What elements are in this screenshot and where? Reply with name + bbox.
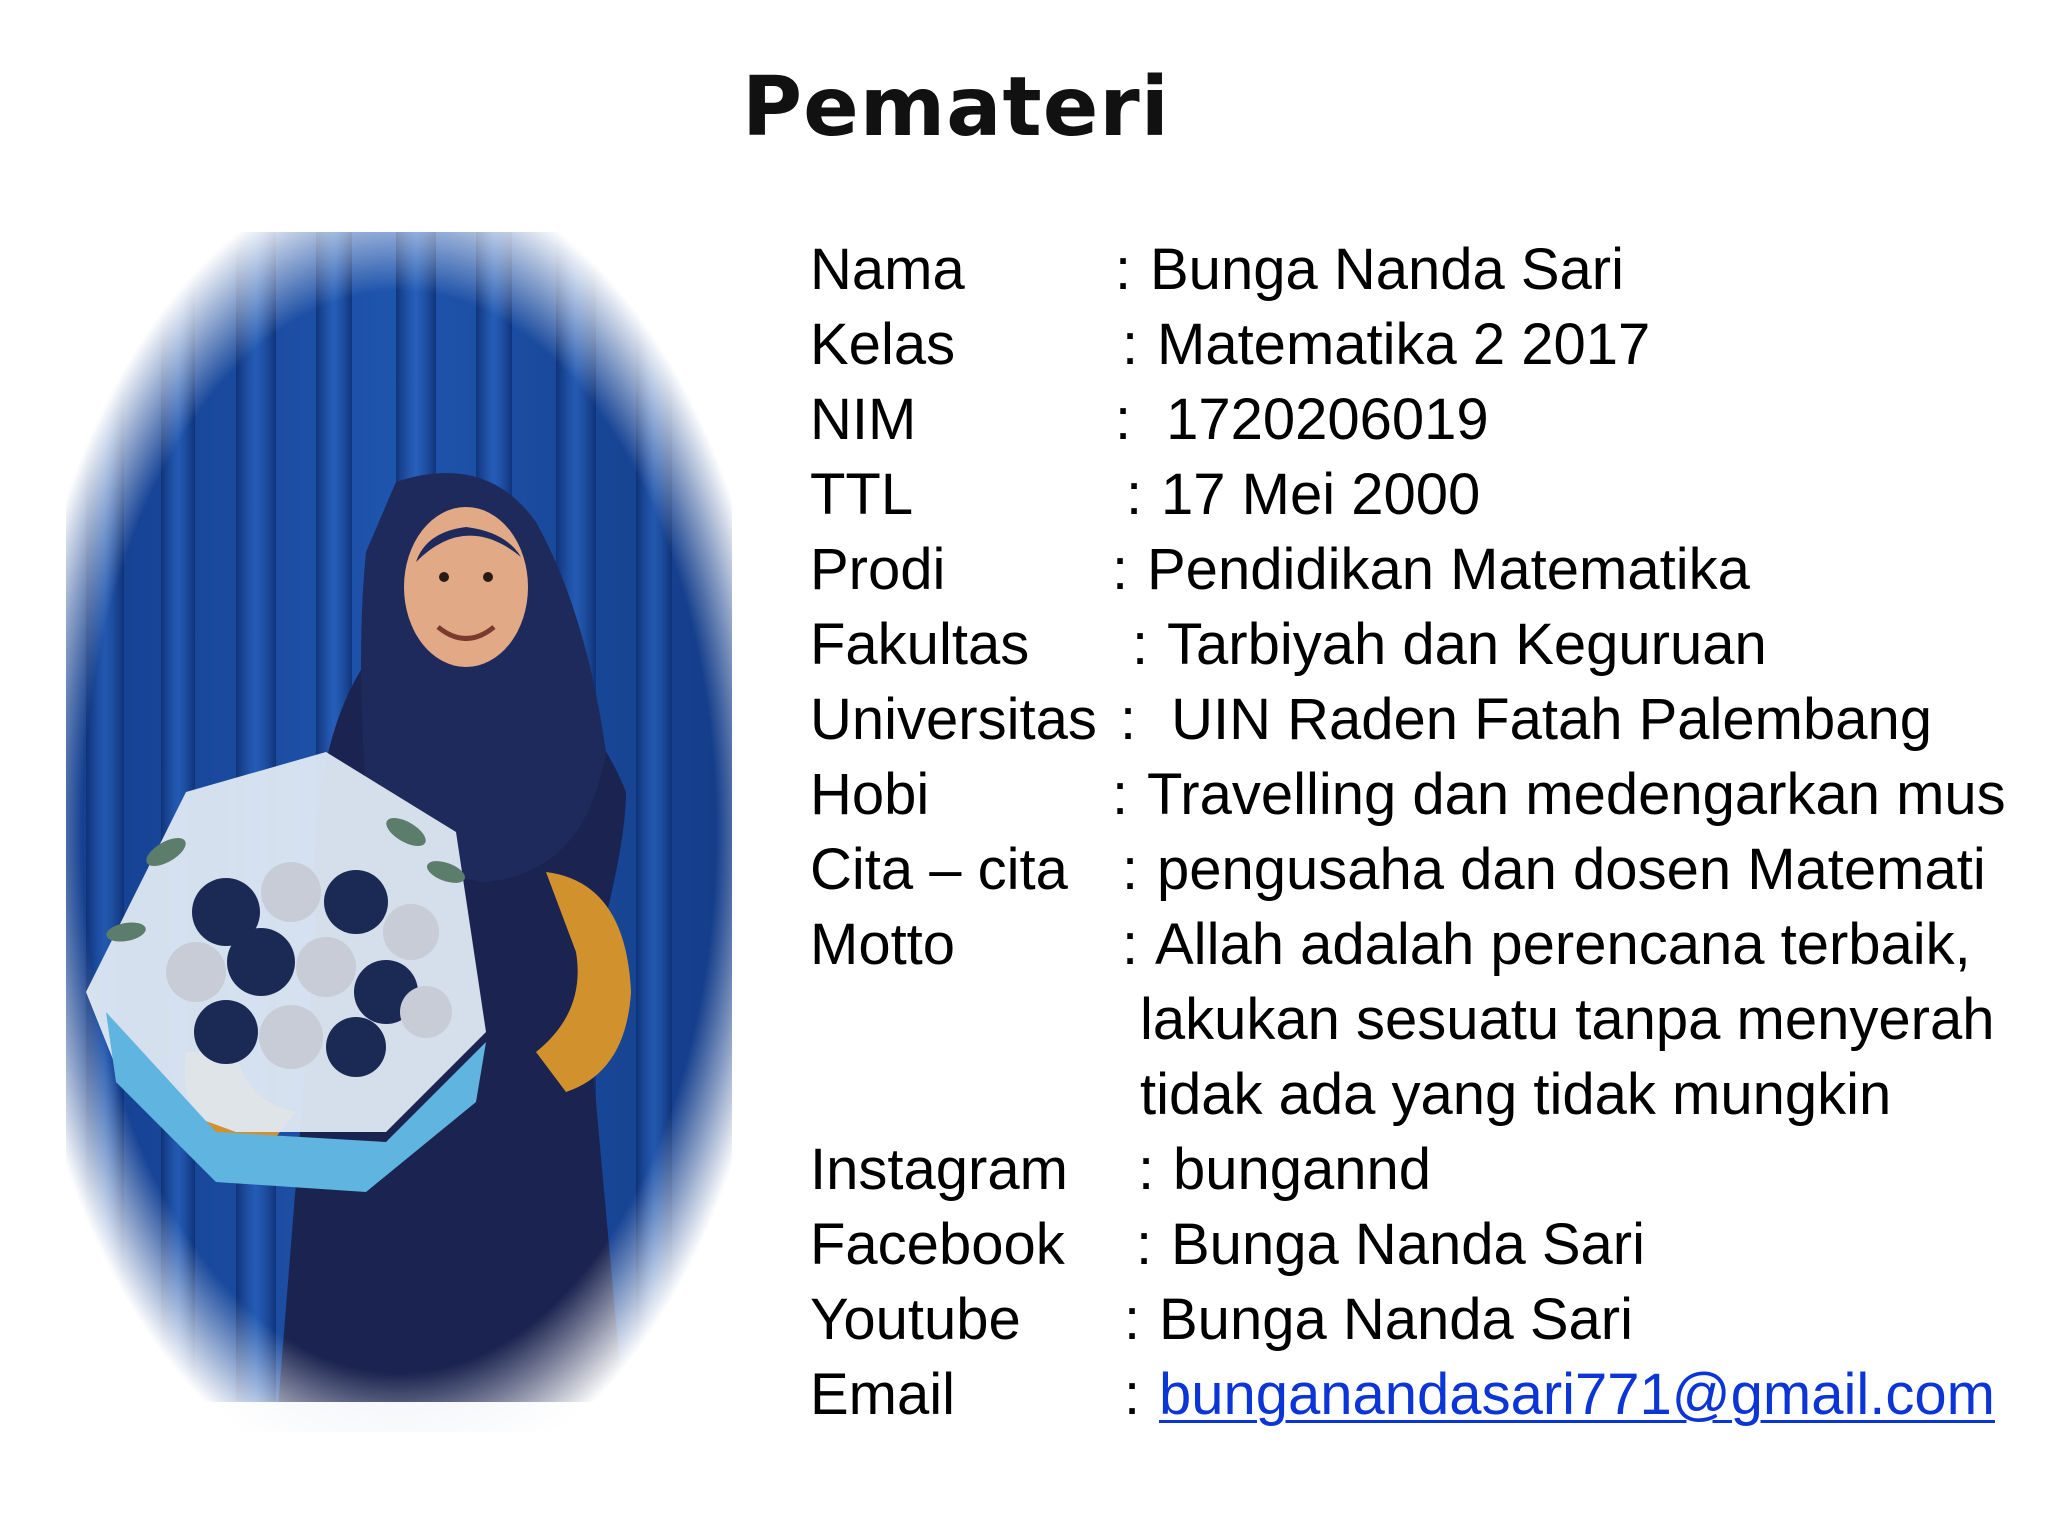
row-label: Hobi: [810, 762, 930, 827]
profile-row-youtube: [810, 1282, 2048, 1357]
row-value: UIN Raden Fatah Palembang: [1155, 687, 1932, 752]
slide-title: Pemateri: [742, 60, 1170, 155]
profile-row-nim: [810, 382, 2048, 457]
row-value: Bunga Nanda Sari: [1171, 1212, 1645, 1277]
profile-row-cita-cita: [810, 832, 2048, 907]
row-separator: :: [1136, 1212, 1153, 1277]
row-value: 17 Mei 2000: [1161, 462, 1481, 527]
profile-row-motto-line-3: [810, 1057, 2048, 1132]
row-separator: :: [1115, 237, 1132, 302]
profile-row-fakultas: [810, 607, 2048, 682]
row-label: Instagram: [810, 1137, 1068, 1202]
row-value: Travelling dan medengarkan mus: [1147, 762, 2006, 827]
row-label: TTL: [810, 462, 914, 527]
row-label: Motto: [810, 912, 956, 977]
row-label: Cita – cita: [810, 837, 1068, 902]
row-label: Email: [810, 1362, 956, 1427]
profile-row-prodi: [810, 532, 2048, 607]
row-separator: :: [1120, 687, 1137, 752]
row-value: Bunga Nanda Sari: [1150, 237, 1624, 302]
row-value: Bunga Nanda Sari: [1159, 1287, 1633, 1352]
profile-row-facebook: [810, 1207, 2048, 1282]
row-label: Youtube: [810, 1287, 1021, 1352]
row-label: Kelas: [810, 312, 956, 377]
row-value: Allah adalah perencana terbaik,: [1155, 912, 1971, 977]
row-label: Fakultas: [810, 612, 1030, 677]
row-value: tidak ada yang tidak mungkin: [1140, 1062, 1892, 1127]
row-separator: :: [1122, 912, 1139, 977]
row-value: Tarbiyah dan Keguruan: [1167, 612, 1767, 677]
row-value: lakukan sesuatu tanpa menyerah: [1140, 987, 1995, 1052]
row-separator: :: [1124, 1287, 1141, 1352]
profile-info: [810, 232, 2048, 1432]
profile-row-nama: [810, 232, 2048, 307]
row-label: NIM: [810, 387, 917, 452]
profile-row-motto-line-2: [810, 982, 2048, 1057]
row-separator: :: [1122, 312, 1139, 377]
profile-row-universitas: [810, 682, 2048, 757]
row-separator: :: [1138, 1137, 1155, 1202]
profile-row-kelas: [810, 307, 2048, 382]
profile-row-email: [810, 1357, 2048, 1432]
profile-row-ttl: [810, 457, 2048, 532]
row-label: Nama: [810, 237, 965, 302]
row-separator: :: [1122, 837, 1139, 902]
profile-row-instagram: [810, 1132, 2048, 1207]
row-value: Pendidikan Matematika: [1147, 537, 1750, 602]
row-separator: :: [1115, 387, 1132, 452]
row-value: Matematika 2 2017: [1157, 312, 1651, 377]
row-label: Universitas: [810, 687, 1097, 752]
row-separator: :: [1124, 1362, 1141, 1427]
row-value: 1720206019: [1150, 387, 1489, 452]
row-value: bungannd: [1173, 1137, 1432, 1202]
row-separator: :: [1112, 762, 1129, 827]
profile-row-motto: [810, 907, 2048, 982]
row-value: pengusaha dan dosen Matemati: [1157, 837, 1986, 902]
row-separator: :: [1132, 612, 1149, 677]
email-link[interactable]: bunganandasari771@gmail.com: [1159, 1362, 1995, 1427]
row-label: Facebook: [810, 1212, 1065, 1277]
portrait-photo: [66, 232, 732, 1432]
row-separator: :: [1126, 462, 1143, 527]
row-label: Prodi: [810, 537, 946, 602]
row-separator: :: [1112, 537, 1129, 602]
profile-row-hobi: [810, 757, 2048, 832]
